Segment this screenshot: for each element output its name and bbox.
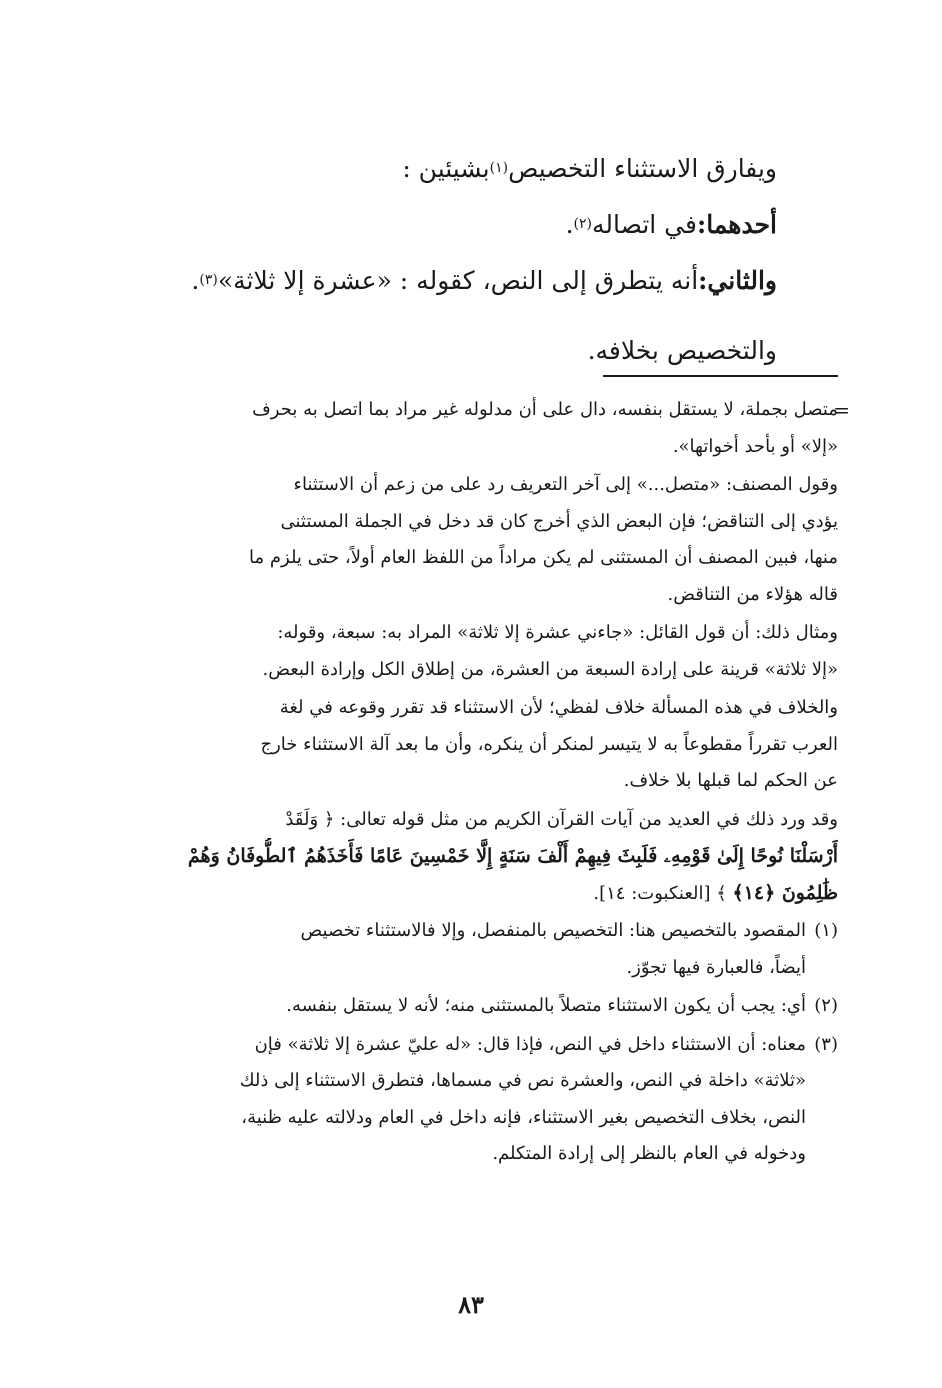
- note-line: أي: يجب أن يكون الاستثناء متصلاً بالمستثنى منه؛ لأنه لا يستقل بنفسه.: [286, 995, 806, 1016]
- note-line: ودخوله في العام بالنظر إلى إرادة المتكلم.: [492, 1143, 806, 1164]
- main-line-3: والثاني: أنه يتطرق إلى النص، كقوله : «عشرة إلا ثلاثة» (٣) .: [191, 265, 777, 295]
- note-block-2: [104, 467, 838, 613]
- quran-block: [104, 802, 838, 912]
- note-block-1: [104, 392, 838, 465]
- note-line: معناه: أن الاستثناء داخل في النص، فإذا قال: «له عليّ عشرة إلا ثلاثة» فإن: [254, 1033, 806, 1055]
- note-line: قاله هؤلاء من التناقض.: [667, 583, 838, 605]
- footnote-body: [104, 1027, 806, 1173]
- footnote-separator: [603, 375, 838, 377]
- footnote-1: [104, 913, 838, 986]
- main-line-4: [157, 322, 777, 378]
- note-line: يؤدي إلى التناقض؛ فإن البعض الذي أخرج كان قد دخل في الجملة المستثنى: [280, 510, 838, 532]
- main-line-tail: .: [191, 265, 200, 295]
- quran-intro: وقد ورد ذلك في العديد من آيات القرآن الكريم من مثل قوله تعالى: ﴿ وَلَقَدْ: [285, 808, 838, 830]
- continuation-mark: =: [833, 398, 850, 422]
- main-line-tail: .: [565, 209, 574, 239]
- note-line: المقصود بالتخصيص هنا: التخصيص بالمنفصل، وإلا فالاستثناء تخصيص: [300, 920, 806, 941]
- note-line: منها، فبين المصنف أن المستثنى لم يكن مراداً من اللفظ العام أولاً، حتى يلزم ما: [249, 547, 838, 568]
- note-line: ومثال ذلك: أن قول القائل: «جاءني عشرة إلا ثلاثة» المراد به: سبعة، وقوله:: [277, 622, 838, 643]
- footnote-3: [104, 1027, 838, 1173]
- note-line: «إلا ثلاثة» قرينة على إرادة السبعة من العشرة، من إطلاق الكل وإرادة البعض.: [262, 658, 838, 680]
- main-text: [157, 140, 777, 378]
- note-line: وقول المصنف: «متصل...» إلى آخر التعريف رد على من زعم أن الاستثناء: [293, 474, 838, 495]
- main-line-text: أنه يتطرق إلى النص، كقوله : «عشرة إلا ثلاثة»: [217, 265, 699, 295]
- main-line-text: والتخصيص بخلافه.: [587, 335, 777, 365]
- footnote-2: [104, 988, 838, 1025]
- footnote-number: (٣): [814, 1033, 838, 1055]
- main-line-tail: بشيئين :: [402, 153, 490, 183]
- note-line: أيضاً، فالعبارة فيها تجوّز.: [626, 956, 806, 978]
- note-line: متصل بجملة، لا يستقل بنفسه، دال على أن مدلوله غير مراد بما اتصل به بحرف: [252, 399, 838, 420]
- note-line: العرب تقرراً مقطوعاً به لا يتيسر لمنكر أن ينكره، وأن ما بعد آلة الاستثناء خارج: [260, 733, 838, 755]
- main-line-2: أحدهما: في اتصاله (٢) .: [565, 209, 777, 239]
- page-number: ٨٣: [458, 1290, 484, 1319]
- main-line-1: ويفارق الاستثناء التخصيص (١) بشيئين :: [402, 153, 777, 183]
- note-line: والخلاف في هذه المسألة خلاف لفظي؛ لأن الاستثناء قد تقرر وقوعه في لغة: [279, 697, 838, 718]
- main-line-text: ويفارق الاستثناء التخصيص: [508, 153, 777, 183]
- main-line-lead: والثاني:: [698, 265, 777, 295]
- note-line: عن الحكم لما قبلها بلا خلاف.: [623, 770, 838, 791]
- quran-verse: أَرْسَلْنَا نُوحًا إِلَىٰ قَوْمِهِۦ فَلَبِثَ فِيهِمْ أَلْفَ سَنَةٍ إِلَّا خَمْسِينَ عَامًا فَأَخَذَهُمُ ٱلطُّوفَانُ وَهُمْ: [187, 845, 838, 867]
- footnote-number: (١): [814, 920, 838, 941]
- note-block-4: [104, 690, 838, 800]
- note-block-3: [104, 615, 838, 688]
- footnote-body: [104, 988, 806, 1025]
- quran-verse-end: [104, 875, 838, 912]
- note-line: «إلا» أو بأحد أخواتها».: [672, 435, 838, 457]
- quran-citation: ﴾ [العنكبوت: ١٤].: [593, 882, 727, 904]
- footnote-body: [104, 913, 806, 986]
- note-line: «ثلاثة» داخلة في النص، والعشرة نص في مسماها، فتطرق الاستثناء إلى ذلك: [239, 1070, 806, 1091]
- main-line-text: في اتصاله: [592, 209, 697, 239]
- footnotes-area: [104, 392, 838, 1173]
- note-line: النص، بخلاف التخصيص بغير الاستثناء، فإنه داخل في العام ودلالته عليه ظنية،: [241, 1106, 806, 1128]
- main-line-lead: أحدهما:: [696, 209, 777, 239]
- quran-verse-end-text: ظَٰلِمُونَ ﴿١٤﴾: [732, 881, 838, 904]
- footnote-number: (٢): [814, 995, 838, 1016]
